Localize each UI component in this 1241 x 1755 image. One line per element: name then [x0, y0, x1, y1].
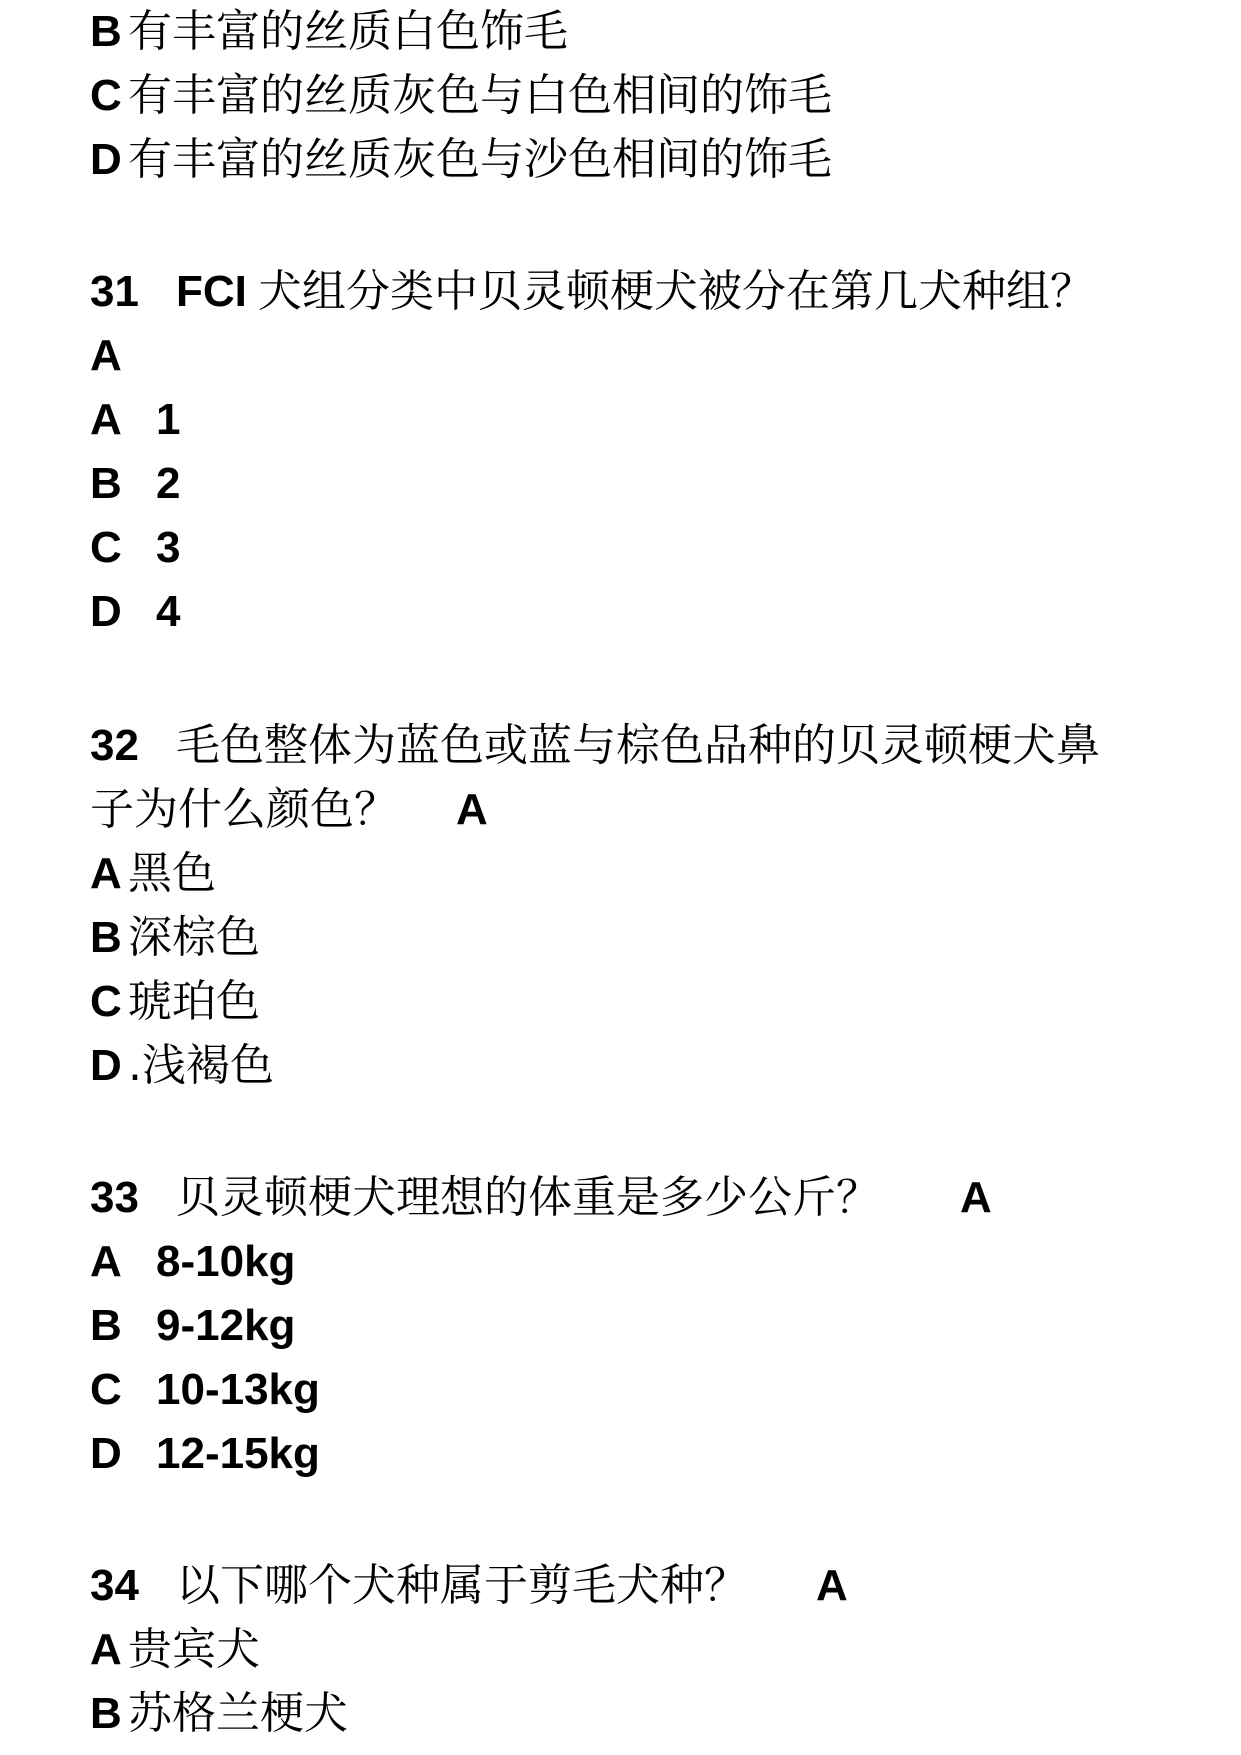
- q31-option-b: [90, 454, 180, 514]
- question-text: 犬组分类中贝灵顿梗犬被分在第几犬种组？: [258, 266, 1094, 317]
- q31-option-d: [90, 582, 180, 642]
- q32-option-b: [90, 908, 260, 968]
- option-letter: C: [90, 523, 122, 572]
- option-letter: C: [90, 1365, 122, 1414]
- q31-option-a: [90, 390, 180, 450]
- option-text: 深棕色: [128, 912, 260, 963]
- option-text: 琥珀色: [128, 976, 260, 1027]
- q32-option-c: [90, 972, 260, 1032]
- question-34: [90, 1556, 848, 1616]
- question-31-answer: [90, 326, 122, 386]
- q33-option-c: [90, 1360, 320, 1420]
- option-text: 有丰富的丝质灰色与沙色相间的饰毛: [128, 134, 832, 185]
- option-text: .浅褐色: [128, 1040, 274, 1091]
- option-letter: D: [90, 587, 122, 636]
- option-text: 有丰富的丝质灰色与白色相间的饰毛: [128, 70, 832, 121]
- question-32: [90, 716, 1100, 776]
- option-letter: B: [90, 1301, 122, 1350]
- option-text: 2: [156, 459, 181, 508]
- option-letter: A: [90, 1625, 122, 1674]
- option-text: 12-15kg: [156, 1429, 320, 1478]
- option-letter: C: [90, 71, 122, 120]
- option-letter: D: [90, 1041, 122, 1090]
- answer-key: A: [90, 331, 122, 380]
- option-letter: D: [90, 135, 122, 184]
- q32-option-a: [90, 844, 216, 904]
- option-letter: B: [90, 459, 122, 508]
- option-letter: A: [90, 1237, 122, 1286]
- q33-option-a: [90, 1232, 295, 1292]
- option-letter: A: [90, 395, 122, 444]
- question-33: [90, 1168, 992, 1228]
- option-letter: B: [90, 7, 122, 56]
- option-b: [90, 2, 568, 62]
- question-text: 以下哪个犬种属于剪毛犬种？: [176, 1560, 748, 1611]
- option-letter: C: [90, 977, 122, 1026]
- option-text: 苏格兰梗犬: [128, 1688, 348, 1739]
- option-letter: B: [90, 1689, 122, 1738]
- option-text: 有丰富的丝质白色饰毛: [128, 6, 568, 57]
- question-32-continued: [90, 780, 488, 840]
- question-number: 32: [90, 721, 139, 770]
- option-text: 9-12kg: [156, 1301, 296, 1350]
- option-d: [90, 130, 832, 190]
- option-letter: D: [90, 1429, 122, 1478]
- option-text: 10-13kg: [156, 1365, 320, 1414]
- option-text: 贵宾犬: [128, 1624, 260, 1675]
- q34-option-a: [90, 1620, 260, 1680]
- question-text: 子为什么颜色？: [90, 784, 398, 835]
- answer-key: A: [456, 785, 488, 834]
- question-number: 31: [90, 267, 139, 316]
- option-letter: A: [90, 849, 122, 898]
- option-c: [90, 66, 832, 126]
- option-text: 8-10kg: [156, 1237, 296, 1286]
- q33-option-d: [90, 1424, 320, 1484]
- answer-key: A: [816, 1561, 848, 1610]
- q33-option-b: [90, 1296, 295, 1356]
- option-text: 4: [156, 587, 181, 636]
- q32-option-d: [90, 1036, 274, 1096]
- question-text: 毛色整体为蓝色或蓝与棕色品种的贝灵顿梗犬鼻: [176, 720, 1100, 771]
- q31-option-c: [90, 518, 180, 578]
- question-text: 贝灵顿梗犬理想的体重是多少公斤？: [176, 1172, 880, 1223]
- option-text: 3: [156, 523, 181, 572]
- option-text: 1: [156, 395, 181, 444]
- option-text: 黑色: [128, 848, 216, 899]
- option-letter: B: [90, 913, 122, 962]
- question-prefix: FCI: [176, 267, 247, 316]
- answer-key: A: [960, 1173, 992, 1222]
- q34-option-b: [90, 1684, 348, 1744]
- question-number: 33: [90, 1173, 139, 1222]
- question-31: [90, 262, 1094, 322]
- question-number: 34: [90, 1561, 139, 1610]
